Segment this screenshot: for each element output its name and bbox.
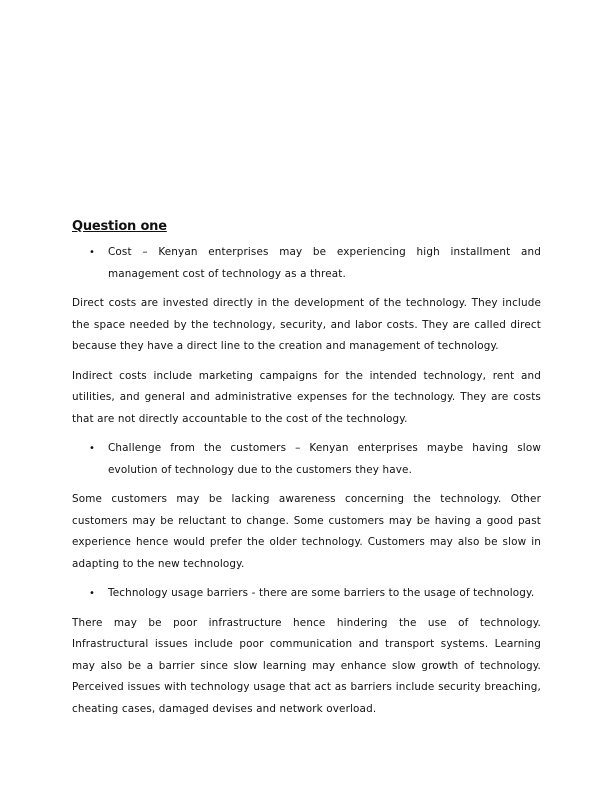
paragraph-direct-costs: Direct costs are invested directly in the development of the technology. They include the space needed by the technology, security, and labor costs. They are called direct because they have a direct line to the creation and management of technology.: [72, 297, 541, 352]
bullet-item-customers: [72, 438, 541, 481]
paragraph-barriers: There may be poor infrastructure hence hindering the use of technology. Infrastructural issues include poor communication and transport systems. Learning may also be a barrier since slow learning may enhance slow growth of technology. Perceived issues with technology usage that act as barriers include security breaching, cheating cases, damaged devises and network overload.: [72, 616, 541, 715]
bullet-text: Cost – Kenyan enterprises may be experiencing high installment and management cost of technology as a threat.: [108, 246, 541, 280]
paragraph-indirect-costs: Indirect costs include marketing campaigns for the intended technology, rent and utilities, and general and administrative expenses for the technology. They are costs that are not directly accountable to the cost of the technology.: [72, 369, 541, 425]
paragraph-customers: Some customers may be lacking awareness concerning the technology. Other customers may be reluctant to change. Some customers may be having a good past experience hence would prefer the older technology. Customers may also be slow in adapting to the new technology.: [72, 493, 541, 570]
bullet-marker: •: [89, 247, 96, 258]
bullet-marker: •: [89, 588, 96, 599]
bullet-text: Technology usage barriers - there are some barriers to the usage of technology.: [108, 587, 535, 599]
bullet-item-barriers: [72, 583, 541, 605]
section-heading: Question one: [72, 219, 167, 234]
bullet-text: Challenge from the customers – Kenyan enterprises maybe having slow evolution of technology due to the customers they have.: [108, 442, 541, 476]
bullet-item-cost: [72, 242, 541, 285]
bullet-marker: •: [89, 443, 96, 454]
document-page: [72, 218, 541, 728]
